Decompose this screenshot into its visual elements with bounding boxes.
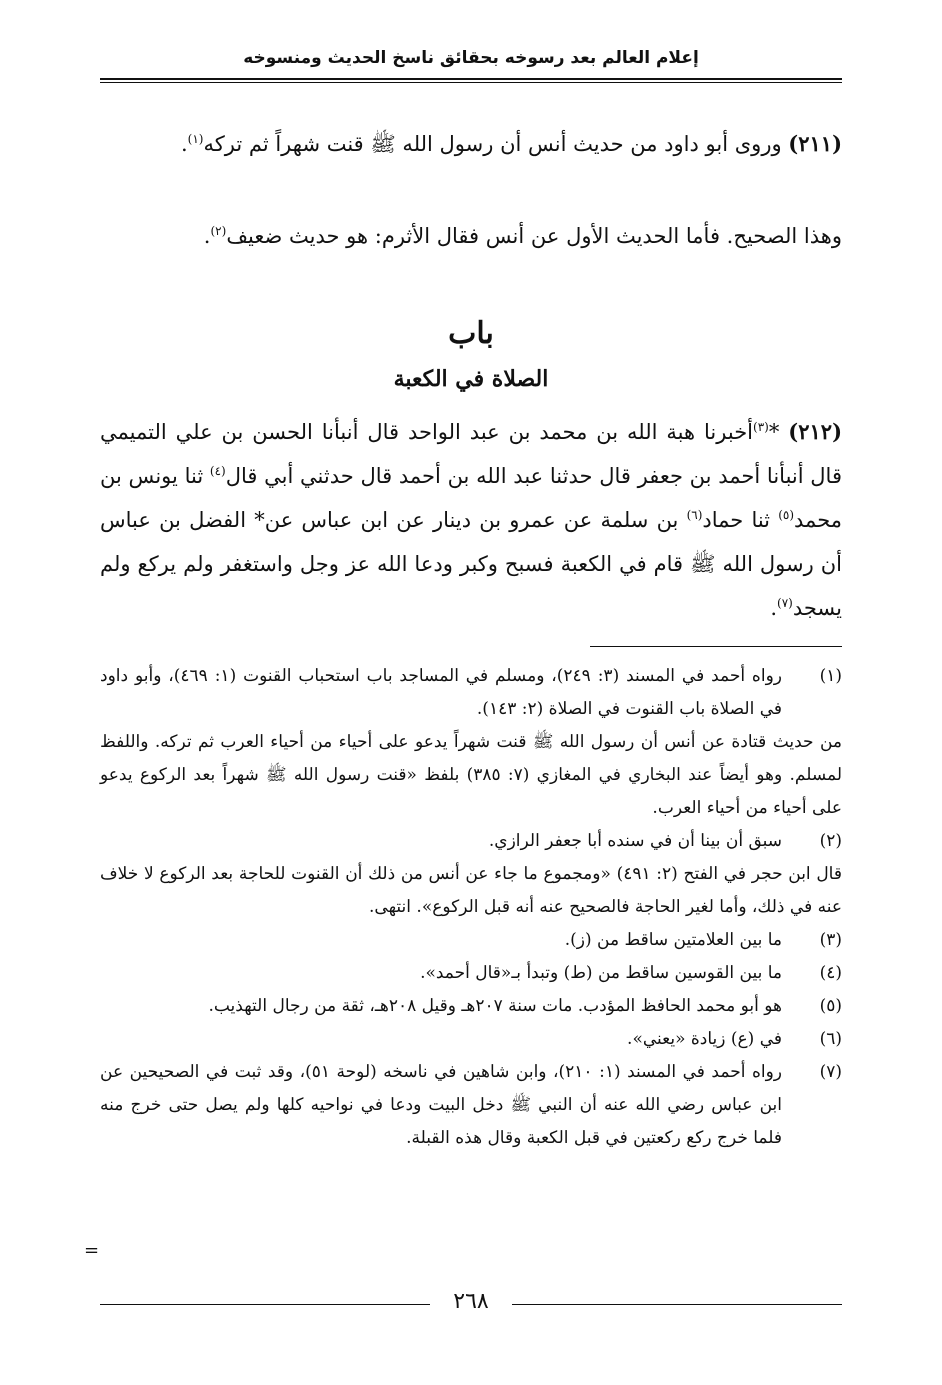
section-heading: الصلاة في الكعبة — [393, 366, 549, 392]
footnote-number: (١) — [819, 666, 842, 686]
footnote-item — [100, 825, 842, 858]
footnotes — [100, 660, 842, 1155]
chapter-heading: باب — [448, 316, 494, 351]
footnote-text: سبق أن بينا أن في سنده أبا جعفر الرازي. — [488, 831, 782, 851]
header-rule-thin — [100, 82, 842, 83]
footnote-separator — [590, 646, 842, 647]
footnote-text: هو أبو محمد الحافظ المؤدب. مات سنة ٢٠٧هـ وقيل ٢٠٨هـ، ثقة من رجال التهذيب. — [208, 996, 782, 1016]
continuation-mark: = — [84, 1240, 100, 1261]
footnote-ref: (٦) — [686, 508, 703, 522]
isnad-text: ثنا يونس بن محمد — [100, 464, 842, 532]
marker: * — [768, 420, 789, 444]
footnote-number: (٧) — [819, 1062, 842, 1082]
hadith-number: (٢١٢) — [788, 419, 842, 444]
footnote-text: ما بين القوسين ساقط من (ط) وتبدأ بـ«قال أحمد». — [420, 963, 782, 983]
commentary-text: وهذا الصحيح. فأما الحديث الأول عن أنس فقال الأثرم: هو حديث ضعيف — [226, 224, 842, 248]
footnote-number: (٤) — [819, 963, 842, 983]
footnote-item — [100, 1056, 842, 1155]
footnote-item — [100, 957, 842, 990]
footnote-ref: (٥) — [778, 508, 795, 522]
paragraph-212 — [100, 410, 842, 630]
footnote-continuation: قال ابن حجر في الفتح (٢: ٤٩١) «ومجموع ما جاء عن أنس من ذلك أن القنوت للحاجة بعد الركوع لا خلاف عنه في ذلك، وأما لغير الحاجة فالصحيح عنه أنه قبل الركوع». انتهى. — [100, 864, 842, 917]
folio-rule-left — [100, 1304, 430, 1305]
footnote-ref: (١) — [187, 132, 204, 146]
footnote-item — [100, 990, 842, 1023]
footnote-number: (٥) — [819, 996, 842, 1016]
footnote-item — [100, 1023, 842, 1056]
page-number: ٢٦٨ — [453, 1289, 489, 1314]
footnote-continuation: من حديث قتادة عن أنس أن رسول الله ﷺ قنت شهراً يدعو على أحياء من أحياء العرب ثم تركه. واللفظ لمسلم. وهو أيضاً عند البخاري في المغازي (٧: ٣٨٥) بلفظ «قنت رسول الله ﷺ شهراً بعد الركوع يدعو على أحياء من أحياء العرب. — [100, 732, 842, 818]
period: . — [770, 596, 777, 620]
running-header-title: إعلام العالم بعد رسوخه بحقائق ناسخ الحديث ومنسوخه — [243, 48, 699, 68]
footnote-text: رواه أحمد في المسند (١: ٢١٠)، وابن شاهين في ناسخه (لوحة ٥١)، وقد ثبت في الصحيحين عن ابن عباس رضي الله عنه أن النبي ﷺ دخل البيت ودعا في نواحيه كلها ولم يصل حتى خرج منه فلما خرج ركع ركعتين في قبل الكعبة وقال هذه القبلة. — [100, 1062, 782, 1148]
period: . — [180, 132, 188, 156]
footnote-text: رواه أحمد في المسند (٣: ٢٤٩)، ومسلم في المساجد باب استحباب القنوت (١: ٤٦٩)، وأبو داود في الصلاة باب القنوت في الصلاة (٢: ١٤٣). — [100, 666, 782, 719]
isnad-text: أخبرنا هبة الله بن محمد بن عبد الواحد قال أنبأنا الحسن بن علي التميمي قال أنبأنا أحمد بن جعفر قال حدثنا عبد الله بن أحمد قال حدثني أبي قال — [100, 420, 842, 488]
hadith-number: (٢١١) — [788, 131, 842, 156]
footnote-number: (٦) — [819, 1029, 842, 1049]
paragraph-211 — [100, 122, 842, 166]
hadith-text: وروى أبو داود من حديث أنس أن رسول الله ﷺ قنت شهراً ثم تركه — [203, 132, 789, 156]
isnad-text: ثنا حماد — [702, 508, 779, 532]
footnote-ref: (٧) — [777, 596, 793, 610]
footnote-text: ما بين العلامتين ساقط من (ز). — [564, 930, 782, 950]
header-rule — [100, 78, 842, 80]
footnote-number: (٢) — [819, 831, 842, 851]
folio-rule-right — [512, 1304, 842, 1305]
period: . — [203, 224, 211, 248]
footnote-text: في (ع) زيادة «يعني». — [627, 1029, 782, 1049]
footnote-ref: (٣) — [753, 420, 769, 434]
footnote-item — [100, 660, 842, 726]
footnote-item — [100, 924, 842, 957]
matn-text: بن سلمة عن عمرو بن دينار عن ابن عباس عن* الفضل بن عباس أن رسول الله ﷺ قام في الكعبة فسبح وكبر ودعا الله عز وجل واستغفر ولم يركع ولم يسجد — [100, 508, 842, 620]
footnote-ref: (٤) — [209, 464, 226, 478]
paragraph-commentary — [100, 214, 842, 258]
footnote-number: (٣) — [819, 930, 842, 950]
footnote-ref: (٢) — [210, 224, 227, 238]
